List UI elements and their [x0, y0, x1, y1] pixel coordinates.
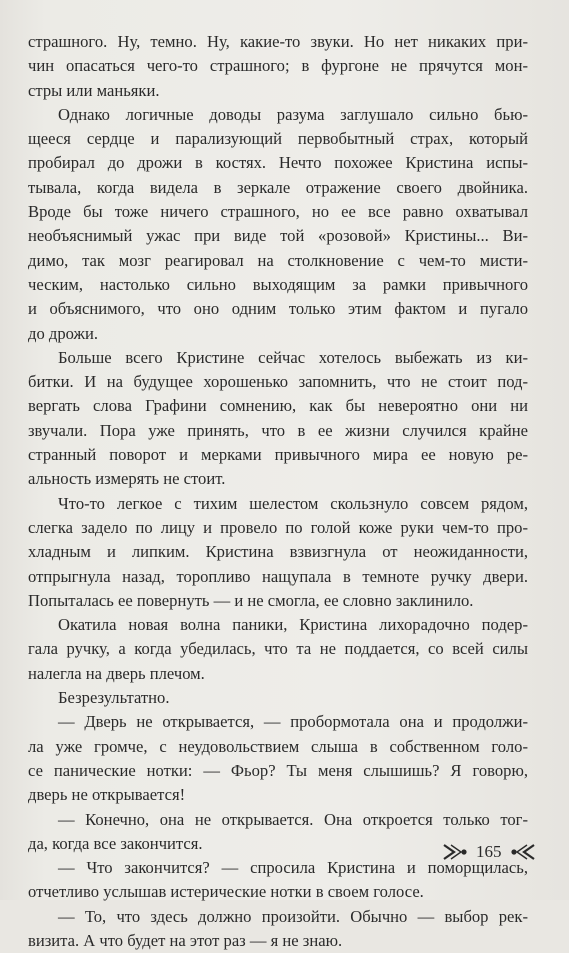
text-line: визита. А что будет на этот раз — я не знаю. [28, 930, 343, 950]
right-ornament-icon [510, 842, 536, 862]
text-line: Однако логичные доводы разума заглушало сильно бью- [58, 104, 528, 124]
text-line: пробирал до дрожи в костях. Нечто похожее Кристина испы- [28, 153, 528, 173]
text-line: ла уже громче, с неудовольствием слыша в собственном голо- [28, 736, 528, 756]
text-line: щееся сердце и парализующий первобытный страх, который [28, 129, 528, 149]
text-line: отпрыгнула назад, торопливо нащупала в темноте ручку двери. [28, 566, 528, 586]
text-line: — Что закончится? — спросила Кристина и поморщилась, [58, 858, 528, 878]
text-line: альность измерять не стоит. [28, 469, 226, 489]
text-line: Больше всего Кристине сейчас хотелось выбежать из ки- [58, 347, 528, 367]
text-line: чин опасаться чего-то страшного; в фургоне не прячутся мон- [28, 56, 528, 76]
text-line: странный поворот и мерками привычного мира ее новую ре- [28, 445, 528, 465]
text-line: да, когда все закончится. [28, 833, 203, 853]
text-line: стры или маньяки. [28, 80, 160, 100]
text-line: звучали. Пора уже принять, что в ее жизни случился крайне [28, 420, 528, 440]
text-line: битки. И на будущее хорошенько запомнить, что не стоит под- [28, 372, 528, 392]
text-line: дверь не открывается! [28, 785, 186, 805]
text-line: Попыталась ее повернуть — и не смогла, ее словно заклинило. [28, 590, 474, 610]
text-line: необъяснимый ужас при виде той «розовой» Кристины... Ви- [28, 226, 528, 246]
text-line: Вроде бы тоже ничего страшного, но ее все равно охватывал [28, 202, 528, 222]
text-line: Безрезультатно. [58, 688, 170, 708]
text-line: отчетливо услышав истерические нотки в своем голосе. [28, 882, 424, 902]
text-line: Что-то легкое с тихим шелестом скользнуло совсем рядом, [58, 493, 528, 513]
text-line: димо, так мозг реагировал на столкновение с чем-то мисти- [28, 250, 528, 270]
text-line: налегла на дверь плечом. [28, 663, 205, 683]
text-line: — Конечно, она не открывается. Она откроется только тог- [58, 809, 528, 829]
text-line: слегка задело по лицу и провело по голой коже руки чем-то про- [28, 517, 528, 537]
text-line: тывала, когда видела в зеркале отражение своего двойника. [28, 177, 528, 197]
text-line: гала ручку, а когда убедилась, что та не поддается, со всей силы [28, 639, 528, 659]
page-number: 165 [476, 842, 502, 861]
text-line: до дрожи. [28, 323, 99, 343]
text-line: ческим, настолько сильно выходящим за рамки привычного [28, 274, 528, 294]
text-line: се панические нотки: — Фьор? Ты меня слышишь? Я говорю, [28, 760, 528, 780]
left-ornament-icon [442, 842, 468, 862]
text-line: Окатила новая волна паники, Кристина лихорадочно подер- [58, 615, 528, 635]
body-text [28, 30, 528, 953]
text-line: — Дверь не открывается, — пробормотала она и продолжи- [58, 712, 528, 732]
page-footer [442, 837, 536, 867]
text-line: и объяснимого, что оно одним только этим фактом и пугало [28, 299, 528, 319]
text-line: вергать слова Графини сомнению, как бы невероятно они ни [28, 396, 528, 416]
text-line: — То, что здесь должно произойти. Обычно — выбор рек- [58, 906, 528, 926]
text-line: страшного. Ну, темно. Ну, какие-то звуки. Но нет никаких при- [28, 32, 528, 51]
text-line: хладным и липким. Кристина взвизгнула от неожиданности, [28, 542, 528, 562]
